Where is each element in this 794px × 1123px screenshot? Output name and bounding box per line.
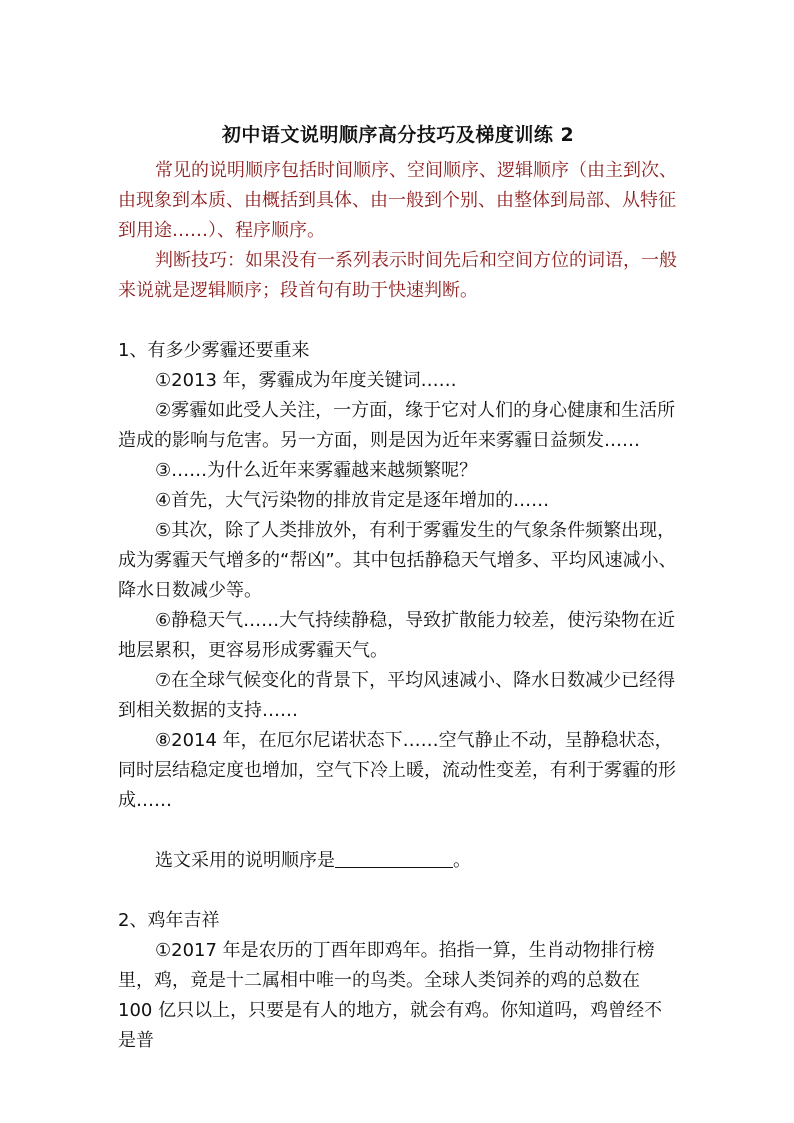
section-1-heading: 1、有多少雾霾还要重来 — [118, 340, 310, 361]
section-1-paragraph-4: ④首先，大气污染物的排放肯定是逐年增加的…… — [155, 490, 550, 511]
spacer — [118, 816, 678, 846]
section-1-paragraph-8: ⑧2014 年，在厄尔尼诺状态下……空气静止不动，呈静稳状态，同时层结稳定度也增加，空气下冷上暖，流动性变差，有利于雾霾的形成…… — [118, 730, 676, 811]
section-1-paragraph-7: ⑦在全球气候变化的背景下，平均风速减小、降水日数减少已经得到相关数据的支持…… — [118, 670, 676, 721]
question-end: 。 — [453, 850, 471, 871]
question-text: 选文采用的说明顺序是 — [155, 850, 335, 871]
section-2-heading: 2、鸡年吉祥 — [118, 910, 220, 931]
section-2-paragraph-1: ①2017 年是农历的丁酉年即鸡年。掐指一算，生肖动物排行榜里，鸡，竟是十二属相中唯一的鸟类。全球人类饲养的鸡的总数在 100 亿只以上，只要是有人的地方，就会有鸡。你知道吗，鸡曾经不是普 — [118, 940, 663, 1051]
intro-paragraph-1: 常见的说明顺序包括时间顺序、空间顺序、逻辑顺序（由主到次、由现象到本质、由概括到具体、由一般到个别、由整体到局部、从特征到用途……）、程序顺序。 — [118, 160, 677, 241]
section-1-paragraph-3: ③……为什么近年来雾霾越来越频繁呢？ — [155, 460, 478, 481]
spacer — [118, 306, 678, 336]
spacer — [118, 876, 678, 906]
section-1-question — [118, 846, 678, 876]
section-1-paragraph-5: ⑤其次，除了人类排放外，有利于雾霾发生的气象条件频繁出现，成为雾霾天气增多的“帮凶”。其中包括静稳天气增多、平均风速减小、降水日数减少等。 — [118, 520, 677, 601]
section-1-paragraph-1: ①2013 年，雾霾成为年度关键词…… — [155, 370, 457, 391]
section-1-paragraph-2: ②雾霾如此受人关注，一方面，缘于它对人们的身心健康和生活所造成的影响与危害。另一方面，则是因为近年来雾霾日益频发…… — [118, 400, 676, 451]
document-page — [118, 114, 678, 1056]
section-1-paragraph-6: ⑥静稳天气……大气持续静稳，导致扩散能力较差，使污染物在近地层累积，更容易形成雾霾天气。 — [118, 610, 676, 661]
page-title: 初中语文说明顺序高分技巧及梯度训练 2 — [221, 124, 575, 146]
answer-blank[interactable] — [335, 847, 453, 868]
intro-paragraph-2: 判断技巧：如果没有一系列表示时间先后和空间方位的词语，一般来说就是逻辑顺序；段首句有助于快速判断。 — [118, 250, 677, 301]
